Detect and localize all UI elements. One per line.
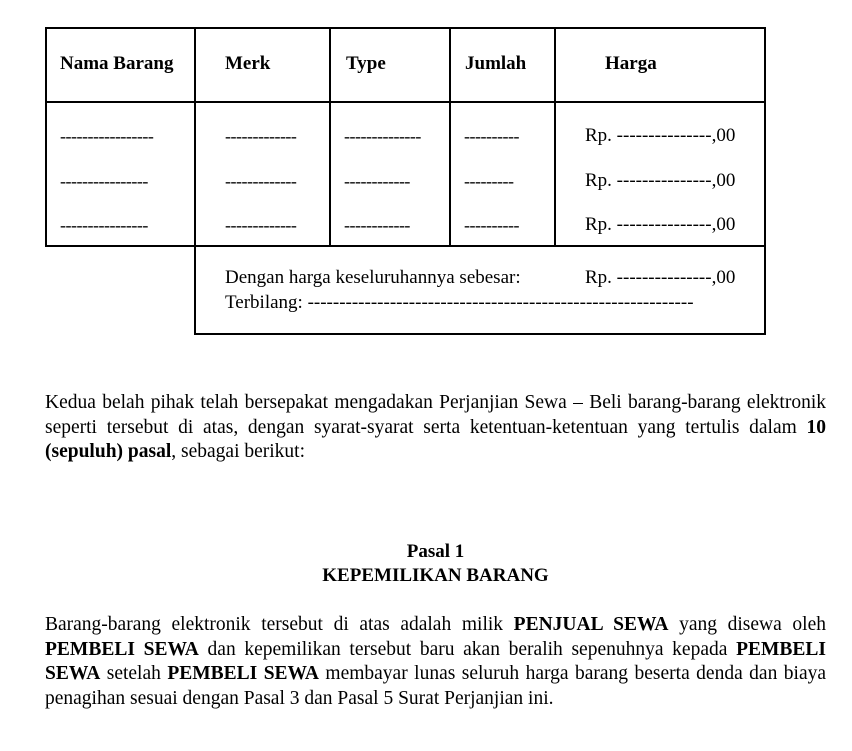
table-cell-price: Rp. ---------------,00	[585, 170, 736, 191]
table-cell: ----------------	[60, 171, 148, 191]
table-cell: ------------	[344, 215, 410, 235]
table-cell: -------------	[225, 171, 297, 191]
party-name: PEMBELI SEWA	[167, 663, 319, 684]
table-cell-price: Rp. ---------------,00	[585, 125, 736, 146]
intro-text-end: , sebagai berikut:	[171, 441, 306, 462]
table-cell: -------------	[225, 126, 297, 146]
pasal-text: setelah	[100, 663, 168, 684]
pasal-1-paragraph	[45, 613, 826, 711]
total-value: Rp. ---------------,00	[585, 267, 736, 288]
pasal-title: KEPEMILIKAN BARANG	[322, 565, 549, 586]
table-cell: -----------------	[60, 126, 154, 146]
header-harga: Harga	[605, 53, 657, 74]
header-merk: Merk	[225, 53, 271, 74]
pasal-number: Pasal 1	[406, 541, 465, 562]
intro-text: Kedua belah pihak telah bersepakat mengadakan Perjanjian Sewa – Beli barang-barang elektronik seperti tersebut di atas, dengan syarat-syarat serta ketentuan-ketentuan yang tertulis dalam	[45, 392, 826, 438]
table-cell-price: Rp. ---------------,00	[585, 214, 736, 235]
intro-paragraph	[45, 391, 826, 465]
table-cell: ----------------	[60, 215, 148, 235]
total-label: Dengan harga keseluruhannya sebesar:	[225, 267, 521, 288]
table-cell: ------------	[344, 171, 410, 191]
pasal-text: yang disewa oleh	[668, 614, 826, 635]
table-cell: --------------	[344, 126, 421, 146]
pasal-text: membayar lunas seluruh harga barang beserta denda dan biaya penagihan sesuai dengan Pasal 3 dan Pasal 5 Surat Perjanjian ini.	[45, 663, 827, 709]
party-name: PEMBELI SEWA	[45, 638, 199, 660]
pasal-text: Barang-barang elektronik tersebut di atas adalah milik	[45, 614, 514, 635]
items-table	[45, 27, 766, 335]
table-cell: ----------	[464, 126, 519, 146]
party-name: PENJUAL SEWA	[513, 614, 669, 635]
header-type: Type	[346, 53, 386, 74]
table-cell: ---------	[464, 171, 514, 191]
table-cell: -------------	[225, 215, 297, 235]
party-name: PEMBELI SEWA	[45, 638, 826, 684]
table-cell: ----------	[464, 215, 519, 235]
header-jumlah: Jumlah	[465, 53, 527, 74]
spelled-label: Terbilang:	[225, 292, 303, 313]
pasal-count: 10 (sepuluh) pasal	[45, 416, 826, 462]
pasal-text: dan kepemilikan tersebut baru akan beralih sepenuhnya kepada	[198, 638, 737, 660]
spelled-value: -------------------------------------------------------------	[307, 292, 694, 313]
header-nama-barang: Nama Barang	[60, 53, 174, 74]
spelled-amount	[225, 292, 694, 314]
